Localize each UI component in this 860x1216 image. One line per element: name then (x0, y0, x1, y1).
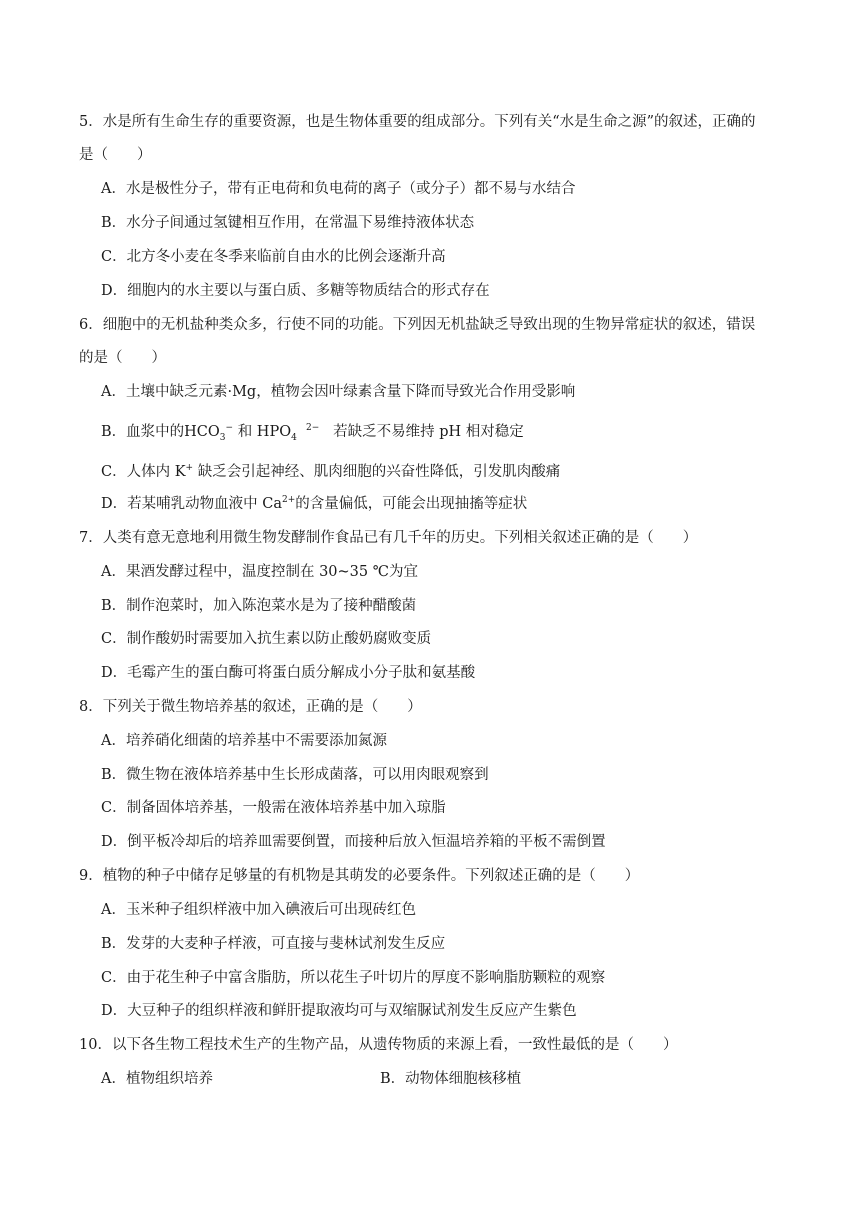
question-5-option-b: B．水分子间通过氢键相互作用，在常温下易维持液体状态 (101, 215, 475, 231)
option-b-text-3: 若缺乏不易维持 pH 相对稳定 (333, 424, 524, 440)
option-b-text-1: B．血浆中的HCO (101, 424, 220, 440)
question-5-option-d: D．细胞内的水主要以与蛋白质、多糖等物质结合的形式存在 (101, 283, 490, 299)
question-8-option-d: D．倒平板冷却后的培养皿需要倒置，而接种后放入恒温培养箱的平板不需倒置 (101, 834, 606, 850)
option-c-text-1: C．人体内 K (101, 464, 186, 480)
question-7-stem: 7．人类有意无意地利用微生物发酵制作食品已有几千年的历史。下列相关叙述正确的是（ ） (79, 530, 698, 546)
option-c-text-2: 缺乏会引起神经、肌肉细胞的兴奋性降低，引发肌肉酸痛 (193, 464, 561, 480)
question-5-option-c: C．北方冬小麦在冬季来临前自由水的比例会逐渐升高 (101, 249, 446, 265)
question-7-option-b: B．制作泡菜时，加入陈泡菜水是为了接种醋酸菌 (101, 598, 417, 614)
question-5-option-a: A．水是极性分子，带有正电荷和负电荷的离子（或分子）都不易与水结合 (101, 181, 576, 197)
question-6-option-a: A．土壤中缺乏元素·Mg，植物会因叶绿素含量下降而导致光合作用受影响 (101, 384, 576, 400)
question-6-option-b (101, 422, 524, 442)
ca-charge: 2+ (281, 495, 296, 506)
question-7-option-d: D．毛霉产生的蛋白酶可将蛋白质分解成小分子肽和氨基酸 (101, 665, 476, 681)
question-10-stem: 10．以下各生物工程技术生产的生物产品，从遗传物质的来源上看，一致性最低的是（ ） (79, 1037, 678, 1053)
question-9-option-b: B．发芽的大麦种子样液，可直接与斐林试剂发生反应 (101, 936, 446, 952)
question-8-option-a: A．培养硝化细菌的培养基中不需要添加氮源 (101, 733, 387, 749)
question-8-option-c: C．制备固体培养基，一般需在液体培养基中加入琼脂 (101, 800, 446, 816)
hco3-subscript: 3 (219, 432, 226, 443)
question-9-option-d: D．大豆种子的组织样液和鲜肝提取液均可与双缩脲试剂发生反应产生紫色 (101, 1003, 577, 1019)
question-8-stem: 8．下列关于微生物培养基的叙述，正确的是（ ） (79, 699, 422, 715)
question-5-stem-line-1: 5．水是所有生命生存的重要资源，也是生物体重要的组成部分。下列有关“水是生命之源”的叙述，正确的 (79, 114, 756, 130)
question-9-option-c: C．由于花生种子中富含脂肪，所以花生子叶切片的厚度不影响脂肪颗粒的观察 (101, 970, 606, 986)
question-9-stem: 9．植物的种子中储存足够量的有机物是其萌发的必要条件。下列叙述正确的是（ ） (79, 868, 640, 884)
hco3-charge: − (225, 423, 234, 434)
question-7-option-c: C．制作酸奶时需要加入抗生素以防止酸奶腐败变质 (101, 631, 432, 647)
question-6-option-c (101, 462, 560, 482)
question-6-option-d (101, 494, 527, 514)
option-b-text-2: 和 HPO (237, 424, 292, 440)
question-10-option-a: A．植物组织培养 (101, 1071, 213, 1087)
question-8-option-b: B．微生物在液体培养基中生长形成菌落，可以用肉眼观察到 (101, 767, 489, 783)
question-10-option-b: B．动物体细胞核移植 (380, 1071, 522, 1087)
hpo4-subscript: 4 (291, 432, 297, 443)
hpo4-charge: 2− (306, 423, 320, 434)
k-charge: + (185, 463, 194, 474)
question-5-stem-line-2: 是（ ） (79, 147, 152, 163)
question-6-stem-line-1: 6．细胞中的无机盐种类众多，行使不同的功能。下列因无机盐缺乏导致出现的生物异常症状的叙述，错误 (79, 317, 756, 333)
question-9-option-a: A．玉米种子组织样液中加入碘液后可出现砖红色 (101, 902, 416, 918)
option-d-text-1: D．若某哺乳动物血液中 Ca (101, 496, 282, 512)
question-7-option-a: A．果酒发酵过程中，温度控制在 30~35 ℃为宜 (101, 564, 418, 580)
question-6-stem-line-2: 的是（ ） (79, 350, 166, 366)
option-d-text-2: 的含量偏低，可能会出现抽搐等症状 (295, 496, 528, 512)
